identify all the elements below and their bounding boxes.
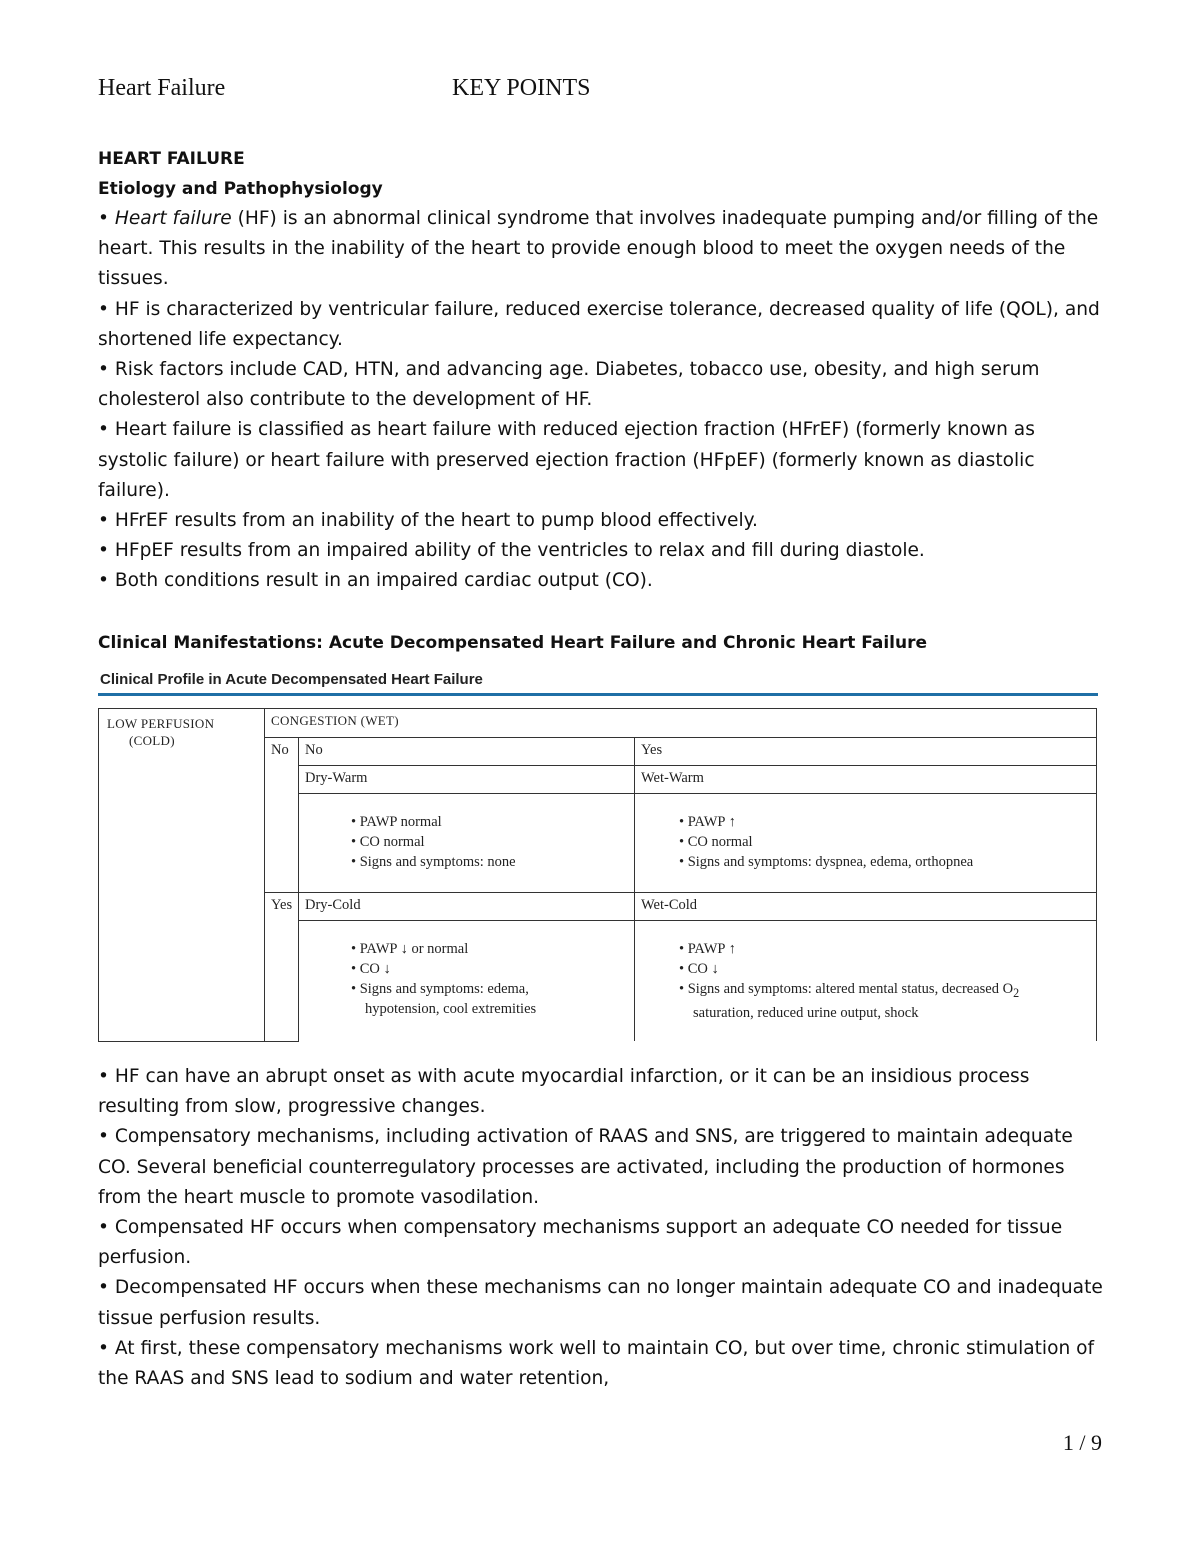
list-item: • Signs and symptoms: dyspnea, edema, orthopnea bbox=[679, 852, 1090, 872]
list-item: • Signs and symptoms: altered mental status, decreased $O_2$ saturation, reduced urine output, shock bbox=[679, 979, 1090, 1023]
list-item: • CO normal bbox=[351, 832, 628, 852]
list-item: • PAWP ↑ bbox=[679, 939, 1090, 959]
list-item: • PAWP ↓ or normal bbox=[351, 939, 628, 959]
list-item: • PAWP ↑ bbox=[679, 812, 1090, 832]
list-item: • Signs and symptoms: edema, hypotension, cool extremities bbox=[351, 979, 628, 1019]
etiology-bullet-list bbox=[98, 204, 1108, 597]
bullet-item: • Risk factors include CAD, HTN, and advancing age. Diabetes, tobacco use, obesity, and high serum cholesterol also contribute to the development of HF. bbox=[98, 359, 1040, 411]
section-compensation bbox=[98, 1062, 1108, 1394]
bullet-item: • Compensatory mechanisms, including activation of RAAS and SNS, are triggered to maintain adequate CO. Several beneficial counterregulatory processes are activated, including the production of hormones from the heart muscle to promote vasodilation. bbox=[98, 1126, 1073, 1208]
congestion-header: CONGESTION (WET) bbox=[265, 709, 1097, 738]
bullet-item: • HF can have an abrupt onset as with acute myocardial infarction, or it can be an insidious process resulting from slow, progressive changes. bbox=[98, 1066, 1030, 1118]
dry-warm-details bbox=[299, 794, 635, 893]
row-label-no: No bbox=[265, 738, 299, 893]
dry-cold-title: Dry-Cold bbox=[299, 893, 635, 921]
bullet-item: • Decompensated HF occurs when these mechanisms can no longer maintain adequate CO and inadequate tissue perfusion results. bbox=[98, 1277, 1103, 1329]
bullet-item: • HFpEF results from an impaired ability of the ventricles to relax and fill during diastole. bbox=[98, 540, 925, 562]
list-item: • CO ↓ bbox=[679, 959, 1090, 979]
list-item: • CO normal bbox=[679, 832, 1090, 852]
dry-warm-title: Dry-Warm bbox=[299, 766, 635, 794]
list-item: • PAWP normal bbox=[351, 812, 628, 832]
page-number: 1 / 9 bbox=[1062, 1430, 1102, 1455]
clinical-manifestations-heading: Clinical Manifestations: Acute Decompensated Heart Failure and Chronic Heart Failure bbox=[98, 633, 928, 653]
table-caption-rule bbox=[98, 693, 1098, 696]
table-caption: Clinical Profile in Acute Decompensated Heart Failure bbox=[100, 671, 483, 688]
clinical-profile-table bbox=[98, 708, 1097, 1042]
bullet-item: • HF is characterized by ventricular failure, reduced exercise tolerance, decreased quality of life (QOL), and shortened life expectancy. bbox=[98, 298, 1100, 350]
bullet-item: • HFrEF results from an inability of the heart to pump blood effectively. bbox=[98, 510, 758, 532]
list-item: • CO ↓ bbox=[351, 959, 628, 979]
section-heading: HEART FAILURE bbox=[98, 149, 245, 169]
dry-cold-details bbox=[299, 921, 635, 1042]
list-item: • Signs and symptoms: none bbox=[351, 852, 628, 872]
header-key-points: KEY POINTS bbox=[452, 75, 591, 101]
bullet-item: • At first, these compensatory mechanisms work well to maintain CO, but over time, chronic stimulation of the RAAS and SNS lead to sodium and water retention, bbox=[98, 1337, 1095, 1390]
bullet-item: • Heart failure is classified as heart failure with reduced ejection fraction (HFrEF) (formerly known as systolic failure) or heart failure with preserved ejection fraction (HFpEF) (formerly known as diastolic failure). bbox=[98, 419, 1035, 501]
wet-warm-details bbox=[635, 794, 1097, 893]
low-perfusion-header: LOW PERFUSION (COLD) bbox=[99, 709, 265, 1042]
bullet-item: • Compensated HF occurs when compensatory mechanisms support an adequate CO needed for tissue perfusion. bbox=[98, 1217, 1063, 1269]
section-etiology bbox=[98, 144, 1108, 597]
row-label-yes: Yes bbox=[265, 893, 299, 1042]
wet-cold-details bbox=[635, 921, 1097, 1042]
bullet-item: • Both conditions result in an impaired cardiac output (CO). bbox=[98, 570, 653, 592]
clinical-profile-table-block bbox=[98, 670, 1098, 1042]
header-title: Heart Failure bbox=[98, 75, 226, 101]
section-subheading: Etiology and Pathophysiology bbox=[98, 179, 383, 199]
bullet-item: • Heart failure (HF) is an abnormal clinical syndrome that involves inadequate pumping and/or filling of the heart. This results in the inability of the heart to provide enough blood to meet the oxygen needs of the tissues. bbox=[98, 208, 1099, 290]
col-label-no: No bbox=[299, 738, 635, 766]
wet-cold-title: Wet-Cold bbox=[635, 893, 1097, 921]
col-label-yes: Yes bbox=[635, 738, 1097, 766]
section-clinical-heading bbox=[98, 628, 1108, 658]
wet-warm-title: Wet-Warm bbox=[635, 766, 1097, 794]
